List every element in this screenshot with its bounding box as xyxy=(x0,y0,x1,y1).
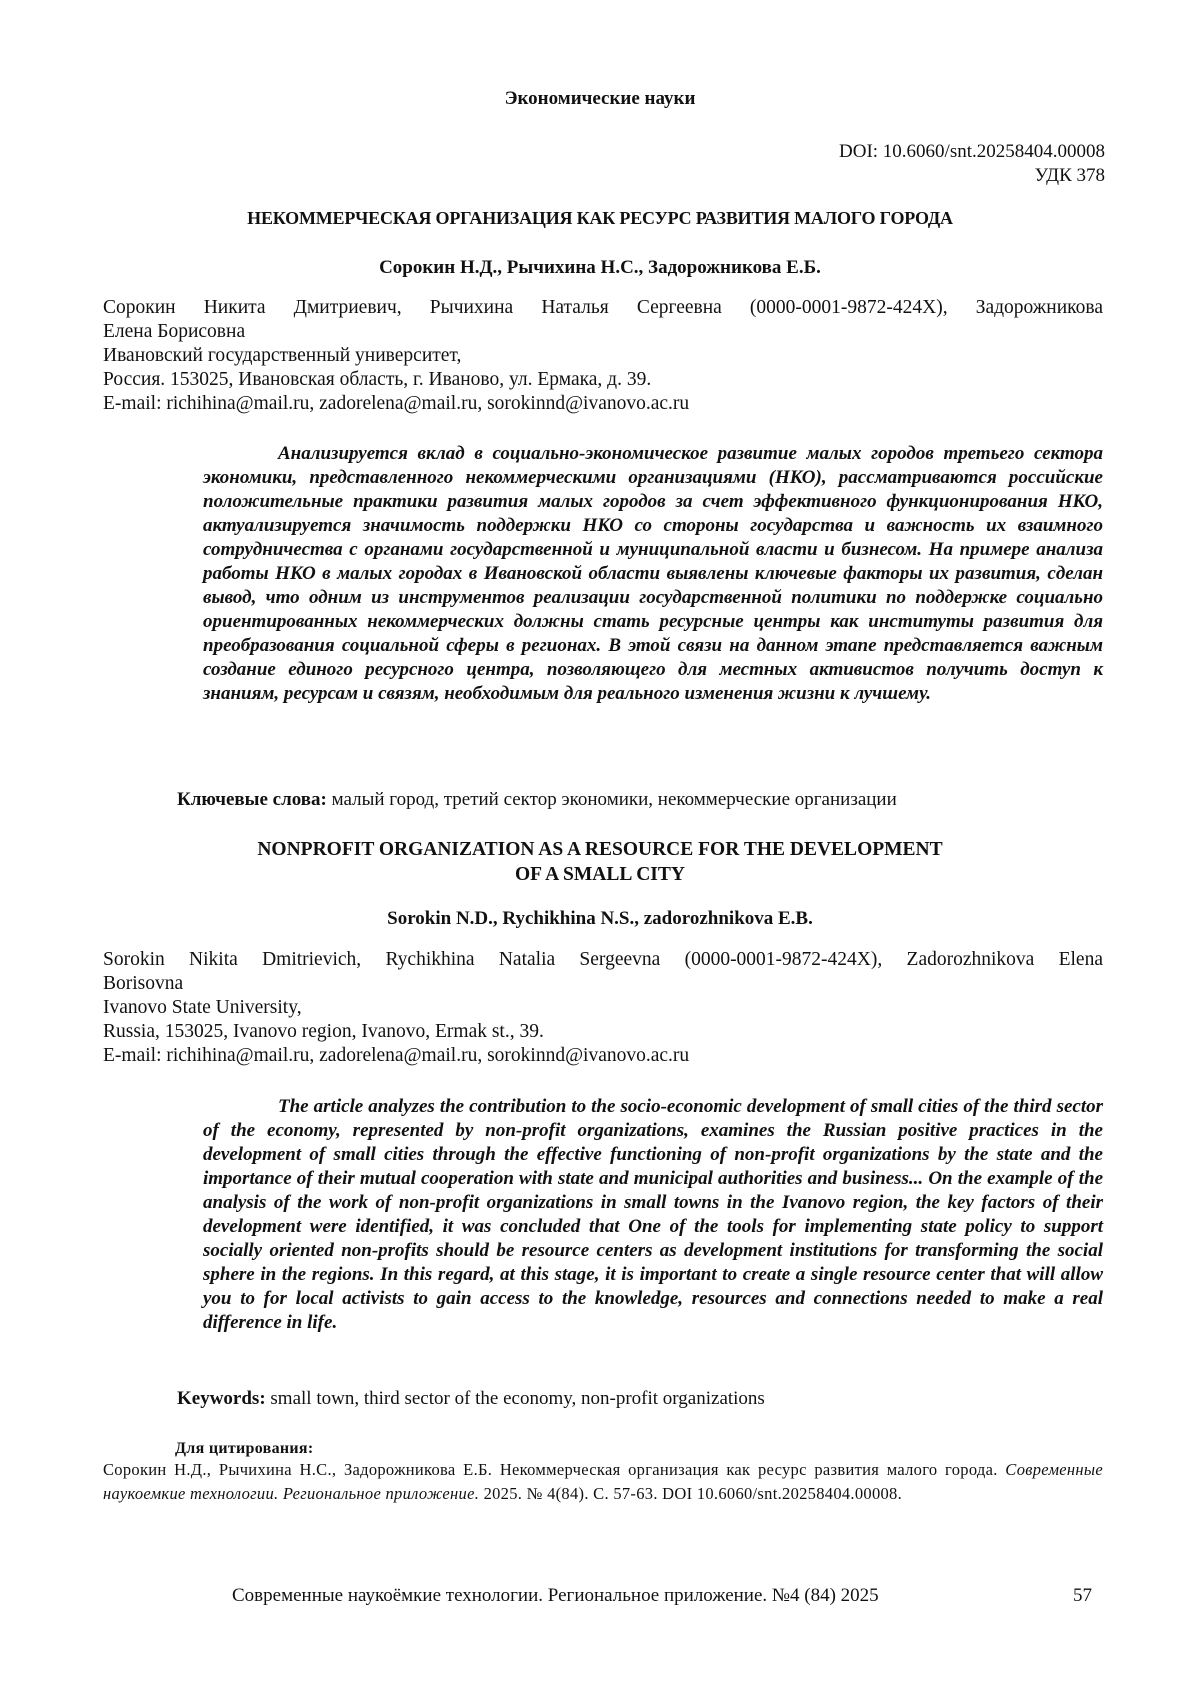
authors-full-en-line2: Borisovna xyxy=(103,973,184,994)
citation-journal: Современные наукоемкие технологии. Региональное приложение. xyxy=(103,1460,1103,1503)
title-ru: НЕКОММЕРЧЕСКАЯ ОРГАНИЗАЦИЯ КАК РЕСУРС РАЗВИТИЯ МАЛОГО ГОРОДА xyxy=(247,208,953,228)
footer-journal: Современные наукоёмкие технологии. Региональное приложение. №4 (84) 2025 xyxy=(232,1585,879,1606)
address-ru: Россия. 153025, Ивановская область, г. Иваново, ул. Ермака, д. 39. xyxy=(103,369,652,390)
identifiers xyxy=(839,140,1105,188)
keywords-en xyxy=(177,1388,1107,1410)
citation-label: Для цитирования: xyxy=(175,1440,314,1457)
citation-authors-title: Сорокин Н.Д., Рычихина Н.С., Задорожникова Е.Б. Некоммерческая организация как ресурс развития малого города. xyxy=(103,1460,1006,1479)
affiliation-ru xyxy=(103,296,1103,416)
authors-full-ru-line1: Сорокин Никита Дмитриевич, Рычихина Наталья Сергеевна (0000-0001-9872-424Х), Задорожникова xyxy=(103,297,1103,318)
authors-full-en-line1: Sorokin Nikita Dmitrievich, Rychikhina Natalia Sergeevna (0000-0001-9872-424X), Zadorozhnikova Elena xyxy=(103,949,1103,970)
keywords-label-ru: Ключевые слова: xyxy=(177,789,327,810)
title-en-line1: NONPROFIT ORGANIZATION AS A RESOURCE FOR THE DEVELOPMENT xyxy=(257,839,943,860)
udc: УДК 378 xyxy=(1034,165,1105,186)
address-en: Russia, 153025, Ivanovo region, Ivanovo, Ermak st., 39. xyxy=(103,1021,544,1042)
abstract-en: The article analyzes the contribution to the socio-economic development of small cities of the third sector of the economy, represented by non-profit organizations, examines the Russian positive practices in the development of small cities through the effective functioning of non-profit organizations by the state and the importance of their mutual cooperation with state and municipal authorities and business... On the example of the analysis of the work of non-profit organizations in small towns in the Ivanovo region, the key factors of their development were identified, it was concluded that One of the tools for implementing state policy to support socially oriented non-profits should be resource centers as development institutions for transforming the social sphere in the regions. In this regard, at this stage, it is important to create a single resource center that will allow you to for local activists to gain access to the knowledge, resources and connections needed to make a real difference in life. xyxy=(203,1096,1103,1333)
page-number: 57 xyxy=(1073,1585,1092,1606)
university-en: Ivanovo State University, xyxy=(103,997,302,1018)
keywords-ru xyxy=(177,789,1107,811)
citation-text xyxy=(103,1458,1103,1506)
doi: DOI: 10.6060/snt.20258404.00008 xyxy=(839,141,1105,162)
authors-full-ru-line2: Елена Борисовна xyxy=(103,321,246,342)
authors-short-ru: Сорокин Н.Д., Рычихина Н.С., Задорожникова Е.Б. xyxy=(379,257,821,278)
abstract-ru: Анализируется вклад в социально-экономическое развитие малых городов третьего сектора экономики, представленного некоммерческими организациями (НКО), рассматриваются российские положительные практики развития малых городов за счет эффективного функционирования НКО, актуализируется значимость поддержки НКО со стороны государства и важность их взаимного сотрудничества с органами государственной и муниципальной власти и бизнесом. На примере анализа работы НКО в малых городах в Ивановской области выявлены ключевые факторы их развития, сделан вывод, что одним из инструментов реализации государственной политики по поддержке социально ориентированных некоммерческих должны стать ресурсные центры как институты развития для преобразования социальной сферы в регионах. В этой связи на данном этапе представляется важным создание единого ресурсного центра, позволяющего для местных активистов получить доступ к знаниям, ресурсам и связям, необходимым для реального изменения жизни к лучшему. xyxy=(203,443,1103,704)
title-en xyxy=(0,837,1200,887)
email-en: E-mail: richihina@mail.ru, zadorelena@mail.ru, sorokinnd@ivanovo.ac.ru xyxy=(103,1045,690,1066)
title-en-line2: OF A SMALL CITY xyxy=(515,864,685,885)
authors-short-en: Sorokin N.D., Rychikhina N.S., zadorozhnikova E.B. xyxy=(387,908,813,929)
affiliation-en xyxy=(103,948,1103,1068)
section-heading: Экономические науки xyxy=(504,88,696,109)
keywords-list-ru: малый город, третий сектор экономики, некоммерческие организации xyxy=(331,789,897,810)
citation-details: 2025. № 4(84). С. 57-63. DOI 10.6060/snt.20258404.00008. xyxy=(479,1484,903,1503)
keywords-list-en: small town, third sector of the economy, non-profit organizations xyxy=(270,1388,765,1409)
keywords-label-en: Keywords: xyxy=(177,1388,266,1409)
university-ru: Ивановский государственный университет, xyxy=(103,345,462,366)
email-ru: E-mail: richihina@mail.ru, zadorelena@mail.ru, sorokinnd@ivanovo.ac.ru xyxy=(103,393,690,414)
